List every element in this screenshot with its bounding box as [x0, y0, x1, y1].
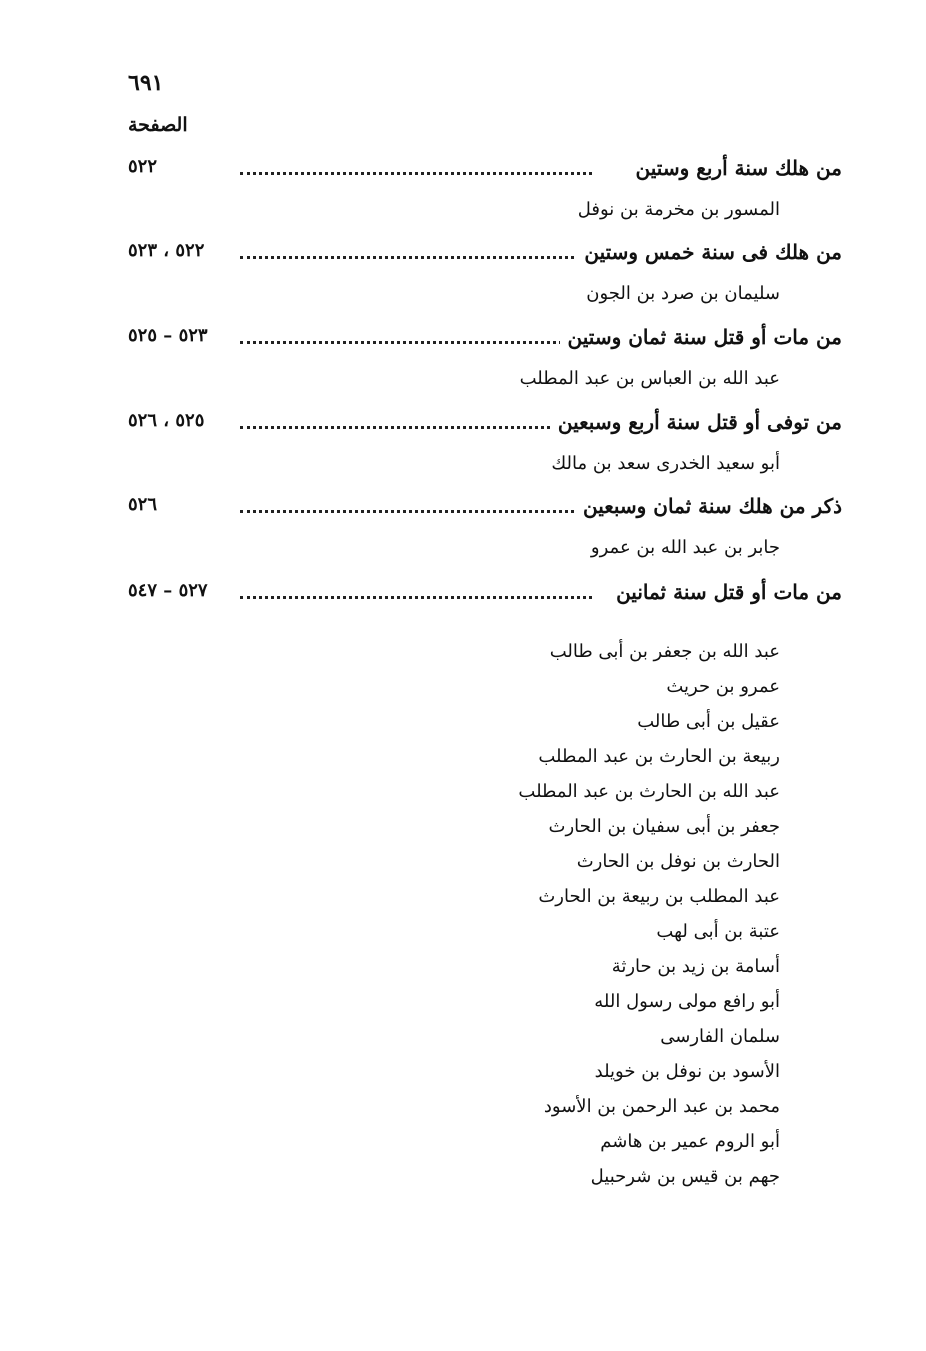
section-heading: ذكر من هلك سنة ثمان وسبعين: [575, 494, 842, 518]
list-item: عتبة بن أبى لهب: [656, 921, 780, 942]
index-section: [120, 494, 842, 565]
index-section: [120, 580, 842, 1194]
list-item: الأسود بن نوفل بن خويلد: [594, 1061, 780, 1082]
dot-leader: [240, 341, 592, 344]
section-heading-row: [120, 410, 842, 440]
names-list: [120, 361, 780, 396]
index-section: [120, 325, 842, 396]
index-section: [120, 240, 842, 311]
section-heading-row: [120, 580, 842, 610]
list-item: عبد الله بن الحارث بن عبد المطلب: [518, 781, 780, 802]
list-item: ربيعة بن الحارث بن عبد المطلب: [538, 746, 780, 767]
section-heading-row: [120, 494, 842, 524]
list-item: جهم بن قيس بن شرحبيل: [590, 1166, 780, 1187]
list-item: عمرو بن حريث: [666, 676, 780, 697]
section-pages: ٥٢٥ ، ٥٢٦: [128, 410, 205, 431]
section-heading-row: [120, 240, 842, 270]
section-pages: ٥٢٦: [128, 494, 158, 515]
names-list: [120, 446, 780, 481]
list-item: جابر بن عبد الله بن عمرو: [590, 537, 780, 558]
names-list: [120, 276, 780, 311]
names-list: [120, 192, 780, 227]
list-item: سليمان بن صرد بن الجون: [586, 283, 780, 304]
names-list: [120, 634, 780, 1194]
page-column-label: الصفحة: [128, 114, 188, 136]
names-list: [120, 530, 780, 565]
section-heading: من هلك فى سنة خمس وستين: [576, 240, 842, 264]
list-item: محمد بن عبد الرحمن بن الأسود: [543, 1096, 780, 1117]
list-item: أبو سعيد الخدرى سعد بن مالك: [551, 453, 780, 474]
list-item: عقيل بن أبى طالب: [637, 711, 780, 732]
section-heading-row: [120, 325, 842, 355]
index-section: [120, 156, 842, 227]
list-item: أبو الروم عمير بن هاشم: [600, 1131, 780, 1152]
section-heading: من هلك سنة أربع وستين: [628, 156, 842, 180]
list-item: المسور بن مخرمة بن نوفل: [577, 199, 780, 220]
list-item: جعفر بن أبى سفيان بن الحارث: [548, 816, 780, 837]
list-item: سلمان الفارسى: [660, 1026, 780, 1047]
dot-leader: [240, 510, 592, 513]
list-item: عبد الله بن العباس بن عبد المطلب: [519, 368, 780, 389]
section-pages: ٥٢٧ – ٥٤٧: [128, 580, 208, 601]
dot-leader: [240, 256, 592, 259]
dot-leader: [240, 172, 592, 175]
page-number: ٦٩١: [128, 70, 164, 96]
section-pages: ٥٢٢ ، ٥٢٣: [128, 240, 205, 261]
index-section: [120, 410, 842, 481]
list-item: الحارث بن نوفل بن الحارث: [576, 851, 780, 872]
section-pages: ٥٢٣ – ٥٢٥: [128, 325, 208, 346]
list-item: أسامة بن زيد بن حارثة: [611, 956, 780, 977]
section-heading: من مات أو قتل سنة ثمان وستين: [560, 325, 842, 349]
list-item: عبد الله بن جعفر بن أبى طالب: [549, 641, 780, 662]
section-heading-row: [120, 156, 842, 186]
section-heading: من مات أو قتل سنة ثمانين: [608, 580, 842, 604]
dot-leader: [240, 596, 592, 599]
dot-leader: [240, 426, 592, 429]
list-item: عبد المطلب بن ربيعة بن الحارث: [538, 886, 780, 907]
section-pages: ٥٢٢: [128, 156, 158, 177]
section-heading: من توفى أو قتل سنة أربع وسبعين: [550, 410, 842, 434]
list-item: أبو رافع مولى رسول الله: [594, 991, 780, 1012]
